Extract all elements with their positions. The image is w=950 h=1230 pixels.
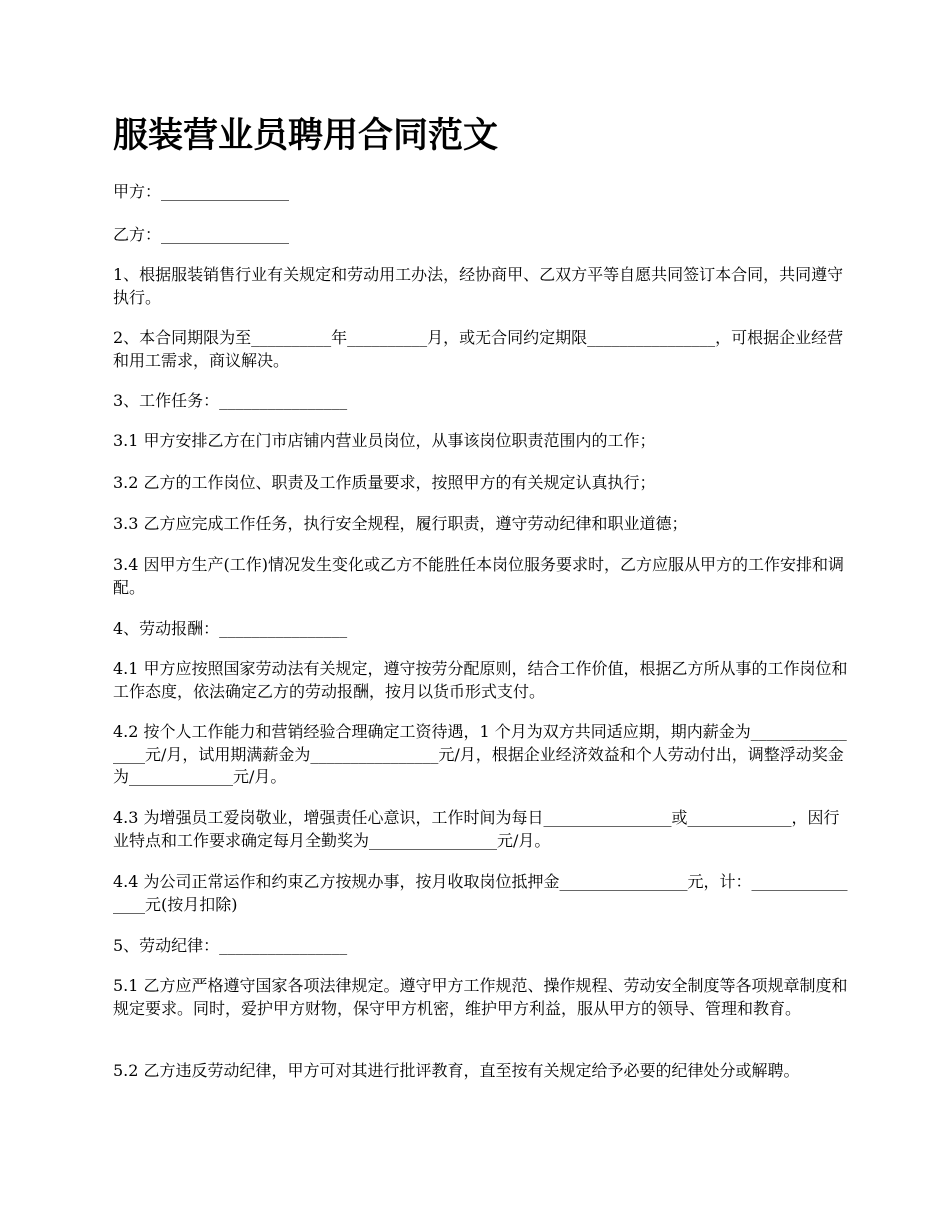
clause-3-2: 3.2 乙方的工作岗位、职责及工作质量要求，按照甲方的有关规定认真执行； bbox=[113, 473, 656, 492]
clause-1: 1、根据服装销售行业有关规定和劳动用工办法，经协商甲、乙双方平等自愿共同签订本合同，共同遵守执行。 bbox=[113, 265, 844, 307]
clause-5-heading: 5、劳动纪律：________________ bbox=[113, 936, 348, 955]
clause-3-1: 3.1 甲方安排乙方在门市店铺内营业员岗位，从事该岗位职责范围内的工作； bbox=[113, 431, 656, 450]
clause-4-1: 4.1 甲方应按照国家劳动法有关规定，遵守按劳分配原则，结合工作价值，根据乙方所从事的工作岗位和工作态度，依法确定乙方的劳动报酬，按月以货币形式支付。 bbox=[113, 659, 848, 701]
clause-5-1: 5.1 乙方应严格遵守国家各项法律规定。遵守甲方工作规范、操作规程、劳动安全制度等各项规章制度和规定要求。同时，爱护甲方财物，保守甲方机密，维护甲方利益，服从甲方的领导、管理和教育。 bbox=[113, 976, 848, 1018]
clause-4-heading: 4、劳动报酬：________________ bbox=[113, 619, 348, 638]
clause-4-3: 4.3 为增强员工爱岗敬业，增强责任心意识，工作时间为每日________________或_____________，因行业特点和工作要求确定每月全勤奖为________________元/月。 bbox=[113, 808, 840, 850]
document-title: 服装营业员聘用合同范文 bbox=[113, 116, 499, 156]
clause-3-3: 3.3 乙方应完成工作任务，执行安全规程，履行职责，遵守劳动纪律和职业道德； bbox=[113, 514, 688, 533]
party-a-line: 甲方：________________ bbox=[113, 182, 290, 201]
clause-4-4: 4.4 为公司正常运作和约束乙方按规办事，按月收取岗位抵押金________________元，计：________________元(按月扣除) bbox=[113, 872, 848, 914]
clause-4-2: 4.2 按个人工作能力和营销经验合理确定工资待遇，1 个月为双方共同适应期，期内薪金为________________元/月，试用期满薪金为________________元/月，根据企业经济效益和个人劳动付出，调整浮动奖金为_____________元/月。 bbox=[113, 722, 847, 786]
party-b-line: 乙方：________________ bbox=[113, 225, 290, 244]
clause-3-4: 3.4 因甲方生产(工作)情况发生变化或乙方不能胜任本岗位服务要求时，乙方应服从甲方的工作安排和调配。 bbox=[113, 555, 845, 597]
clause-5-2: 5.2 乙方违反劳动纪律，甲方可对其进行批评教育，直至按有关规定给予必要的纪律处分或解聘。 bbox=[113, 1061, 800, 1080]
clause-3-heading: 3、工作任务：________________ bbox=[113, 391, 348, 410]
clause-2: 2、本合同期限为至__________年__________月，或无合同约定期限________________，可根据企业经营和用工需求，商议解决。 bbox=[113, 328, 844, 370]
